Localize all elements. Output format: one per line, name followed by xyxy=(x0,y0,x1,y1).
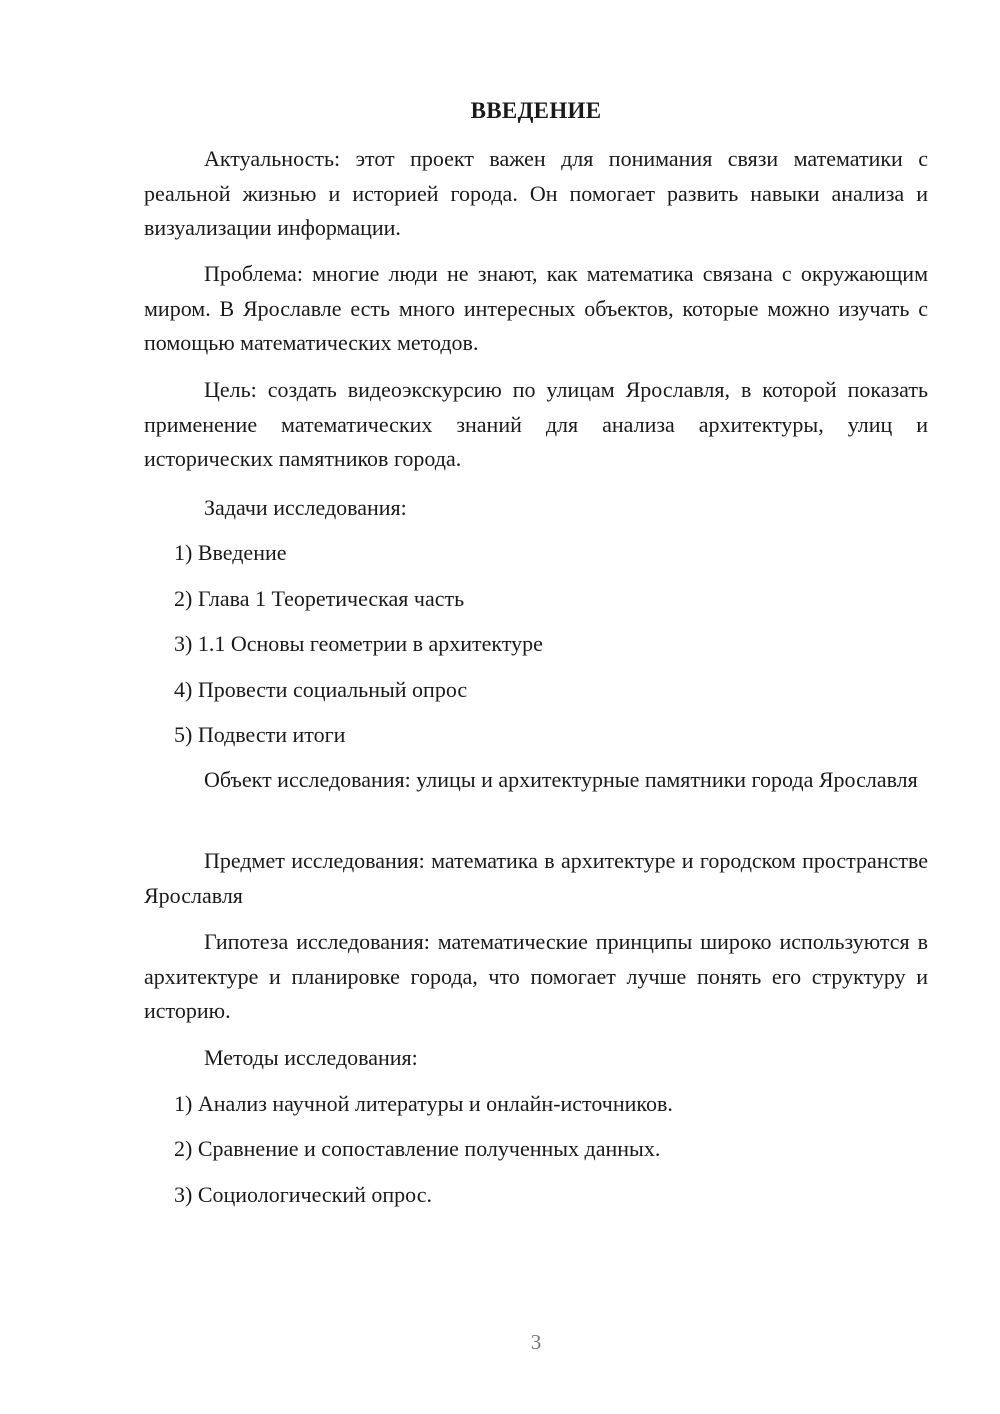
problem-paragraph: Проблема: многие люди не знают, как математика связана с окружающим миром. В Ярославле есть много интересных объектов, которые можно изучать с помощью математических методов. xyxy=(144,261,928,355)
hypothesis-paragraph: Гипотеза исследования: математические принципы широко используются в архитектуре и планировке города, что помогает лучше понять его структуру и историю. xyxy=(144,929,928,1023)
document-page xyxy=(144,0,928,1414)
list-item: 3) 1.1 Основы геометрии в архитектуре xyxy=(174,631,543,656)
list-item: 2) Сравнение и сопоставление полученных данных. xyxy=(174,1136,661,1161)
page-number: 3 xyxy=(530,1330,542,1354)
list-item: 3) Социологический опрос. xyxy=(174,1182,432,1207)
list-item: 1) Введение xyxy=(174,540,287,565)
list-item: 5) Подвести итоги xyxy=(174,722,346,747)
list-item: 1) Анализ научной литературы и онлайн-источников. xyxy=(174,1091,673,1116)
object-paragraph: Объект исследования: улицы и архитектурные памятники города Ярославля xyxy=(204,767,918,792)
list-item: 4) Провести социальный опрос xyxy=(174,677,468,702)
tasks-label: Задачи исследования: xyxy=(204,495,407,520)
goal-paragraph: Цель: создать видеоэкскурсию по улицам Ярославля, в которой показать применение математических знаний для анализа архитектуры, улиц и исторических памятников города. xyxy=(144,377,928,471)
section-heading: ВВЕДЕНИЕ xyxy=(470,98,602,123)
actuality-paragraph: Актуальность: этот проект важен для понимания связи математики с реальной жизнью и историей города. Он помогает развить навыки анализа и визуализации информации. xyxy=(144,146,928,240)
methods-label: Методы исследования: xyxy=(204,1045,418,1070)
subject-paragraph: Предмет исследования: математика в архитектуре и городском пространстве Ярославля xyxy=(144,848,928,908)
list-item: 2) Глава 1 Теоретическая часть xyxy=(174,586,465,611)
